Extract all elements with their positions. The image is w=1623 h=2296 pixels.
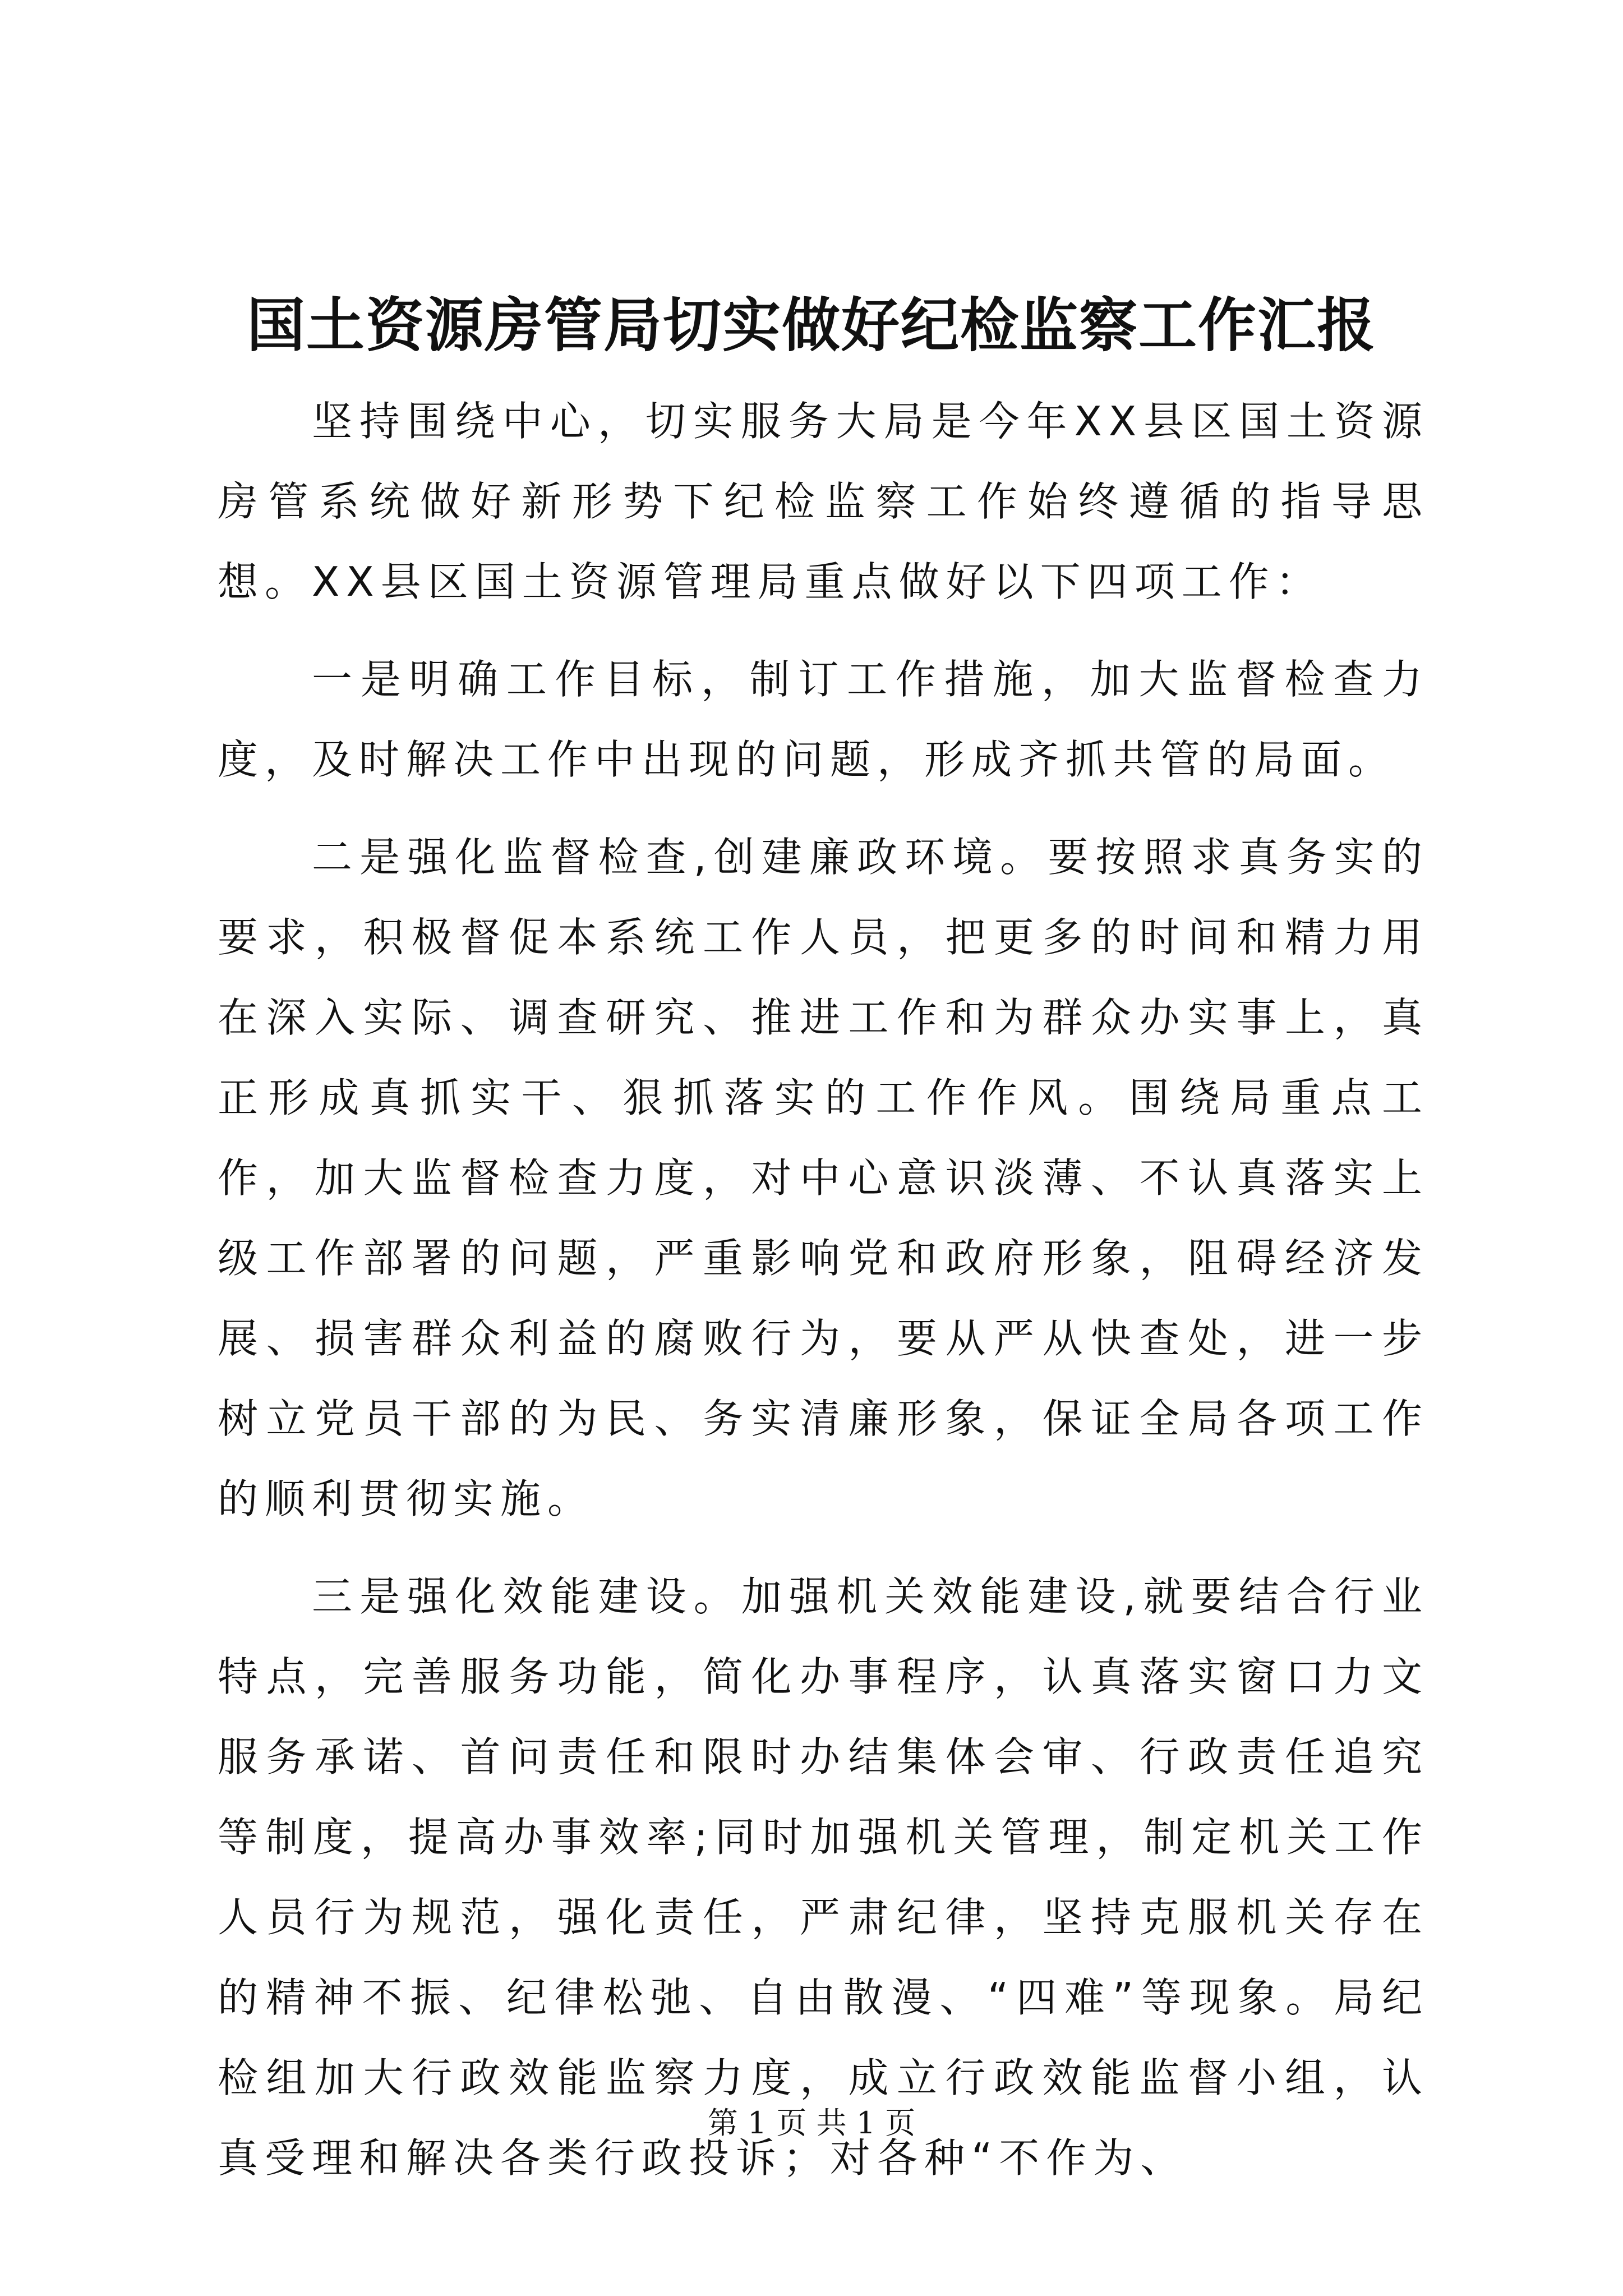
paragraph-item-2: 二是强化监督检查,创建廉政环境。要按照求真务实的要求，积极督促本系统工作人员，把更多的时间和精力用在深入实际、调查研究、推进工作和为群众办实事上，真正形成真抓实干、狠抓落实的工作作风。围绕局重点工作，加大监督检查力度，对中心意识淡薄、不认真落实上级工作部署的问题，严重影响党和政府形象，阻碍经济发展、损害群众利益的腐败行为，要从严从快查处，进一步树立党员干部的为民、务实清廉形象，保证全局各项工作的顺利贯彻实施。 [218,834,1429,1522]
paragraph-intro: 坚持围绕中心，切实服务大局是今年XX县区国土资源房管系统做好新形势下纪检监察工作始终遵循的指导思想。XX县区国土资源管理局重点做好以下四项工作： [218,398,1429,605]
document-title: 国土资源房管局切实做好纪检监察工作汇报 [246,291,1376,360]
page-number-footer: 第 1 页 共 1 页 [707,2105,916,2141]
document-body [218,381,1429,2198]
paragraph-item-1: 一是明确工作目标，制订工作措施，加大监督检查力度，及时解决工作中出现的问题，形成齐抓共管的局面。 [218,656,1429,783]
paragraph-item-3: 三是强化效能建设。加强机关效能建设,就要结合行业特点，完善服务功能，简化办事程序，认真落实窗口力文服务承诺、首问责任和限时办结集体会审、行政责任追究等制度，提高办事效率;同时加强机关管理，制定机关工作人员行为规范，强化责任，严肃纪律，坚持克服机关存在的精神不振、纪律松弛、自由散漫、“四难”等现象。局纪检组加大行政效能监察力度，成立行政效能监督小组，认真受理和解决各类行政投诉；对各种“不作为、 [218,1573,1429,2182]
